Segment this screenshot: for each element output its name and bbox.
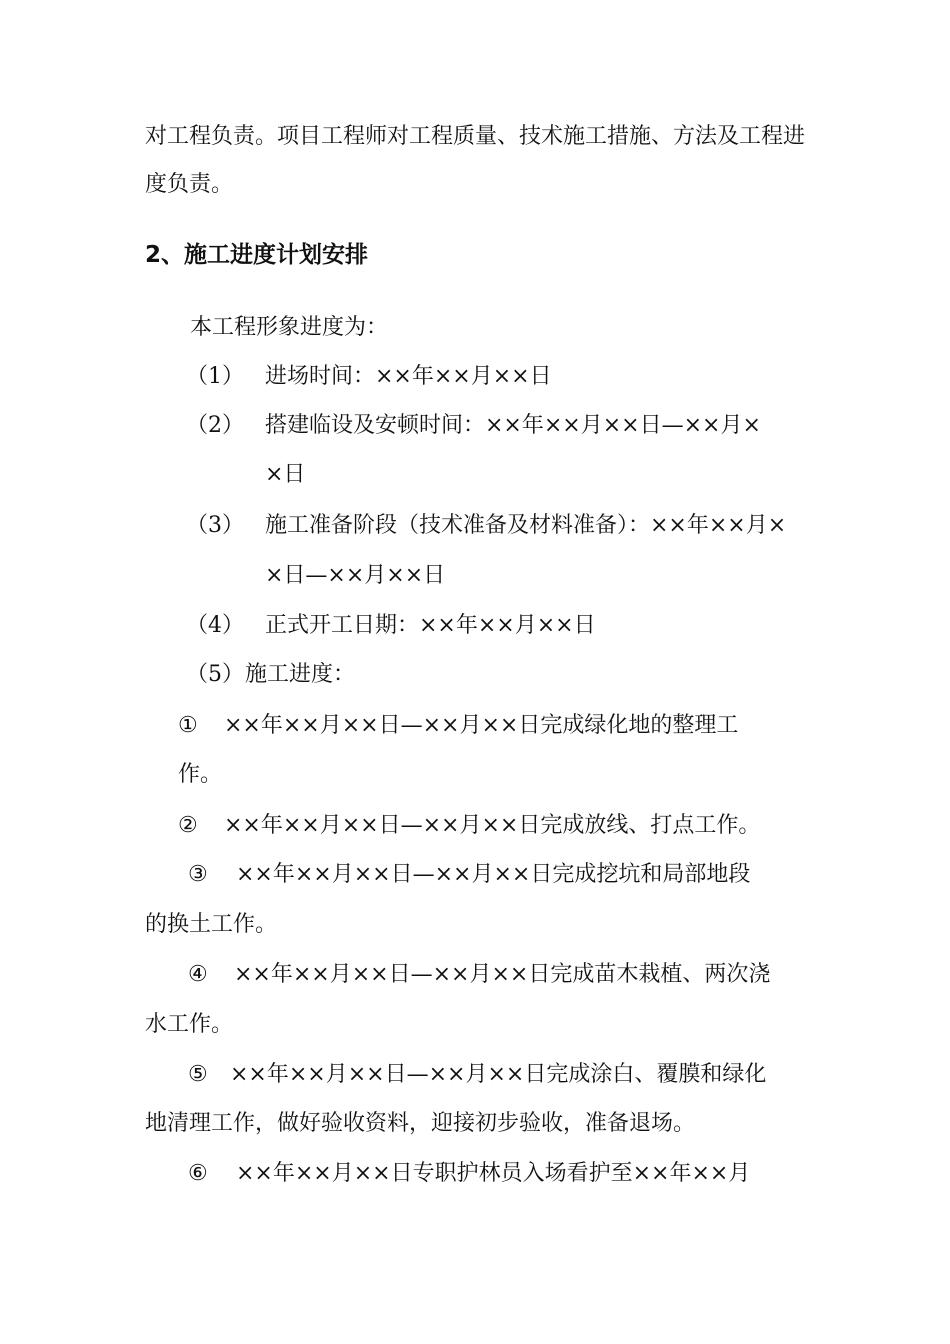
progress-number: ①: [178, 713, 198, 738]
item-number: （1）: [186, 364, 244, 389]
item-number: （5）: [186, 662, 244, 687]
section-lead: 本工程形象进度为：: [190, 315, 389, 340]
progress-text: 地清理工作，做好验收资料，迎接初步验收，准备退场。: [145, 1111, 696, 1136]
item-text: 搭建临设及安顿时间：××年××月××日—××月×: [265, 413, 761, 438]
progress-text: ××年××月××日—××月××日完成绿化地的整理工: [224, 713, 739, 738]
item-number: （2）: [186, 413, 244, 438]
item-text: ×日—××月××日: [265, 563, 446, 588]
item-text: 正式开工日期：××年××月××日: [265, 613, 596, 638]
item-text: 施工准备阶段（技术准备及材料准备）：××年××月×: [265, 513, 787, 538]
progress-text: ××年××月××日—××月××日完成苗木栽植、两次浇: [234, 962, 771, 987]
paragraph-line: 度负责。: [145, 172, 234, 197]
progress-number: ②: [178, 813, 198, 838]
progress-number: ④: [188, 962, 208, 987]
section-heading: 2、施工进度计划安排: [145, 242, 369, 268]
progress-number: ⑤: [188, 1062, 208, 1087]
item-text: ×日: [265, 462, 306, 487]
progress-text: ××年××月××日—××月××日完成放线、打点工作。: [224, 813, 761, 838]
progress-number: ⑥: [188, 1161, 208, 1186]
progress-text: ××年××月××日—××月××日完成涂白、覆膜和绿化: [230, 1062, 767, 1087]
item-text: 施工进度：: [245, 662, 356, 687]
progress-text: 水工作。: [145, 1012, 234, 1037]
progress-text: 作。: [178, 762, 223, 787]
item-text: 进场时间：××年××月××日: [265, 364, 552, 389]
progress-text: ××年××月××日—××月××日完成挖坑和局部地段: [236, 862, 751, 887]
paragraph-line: 对工程负责。项目工程师对工程质量、技术施工措施、方法及工程进: [145, 124, 806, 149]
item-number: （3）: [186, 513, 244, 538]
progress-text: 的换土工作。: [145, 912, 278, 937]
item-number: （4）: [186, 613, 244, 638]
progress-number: ③: [188, 862, 208, 887]
progress-text: ××年××月××日专职护林员入场看护至××年××月: [236, 1161, 751, 1186]
